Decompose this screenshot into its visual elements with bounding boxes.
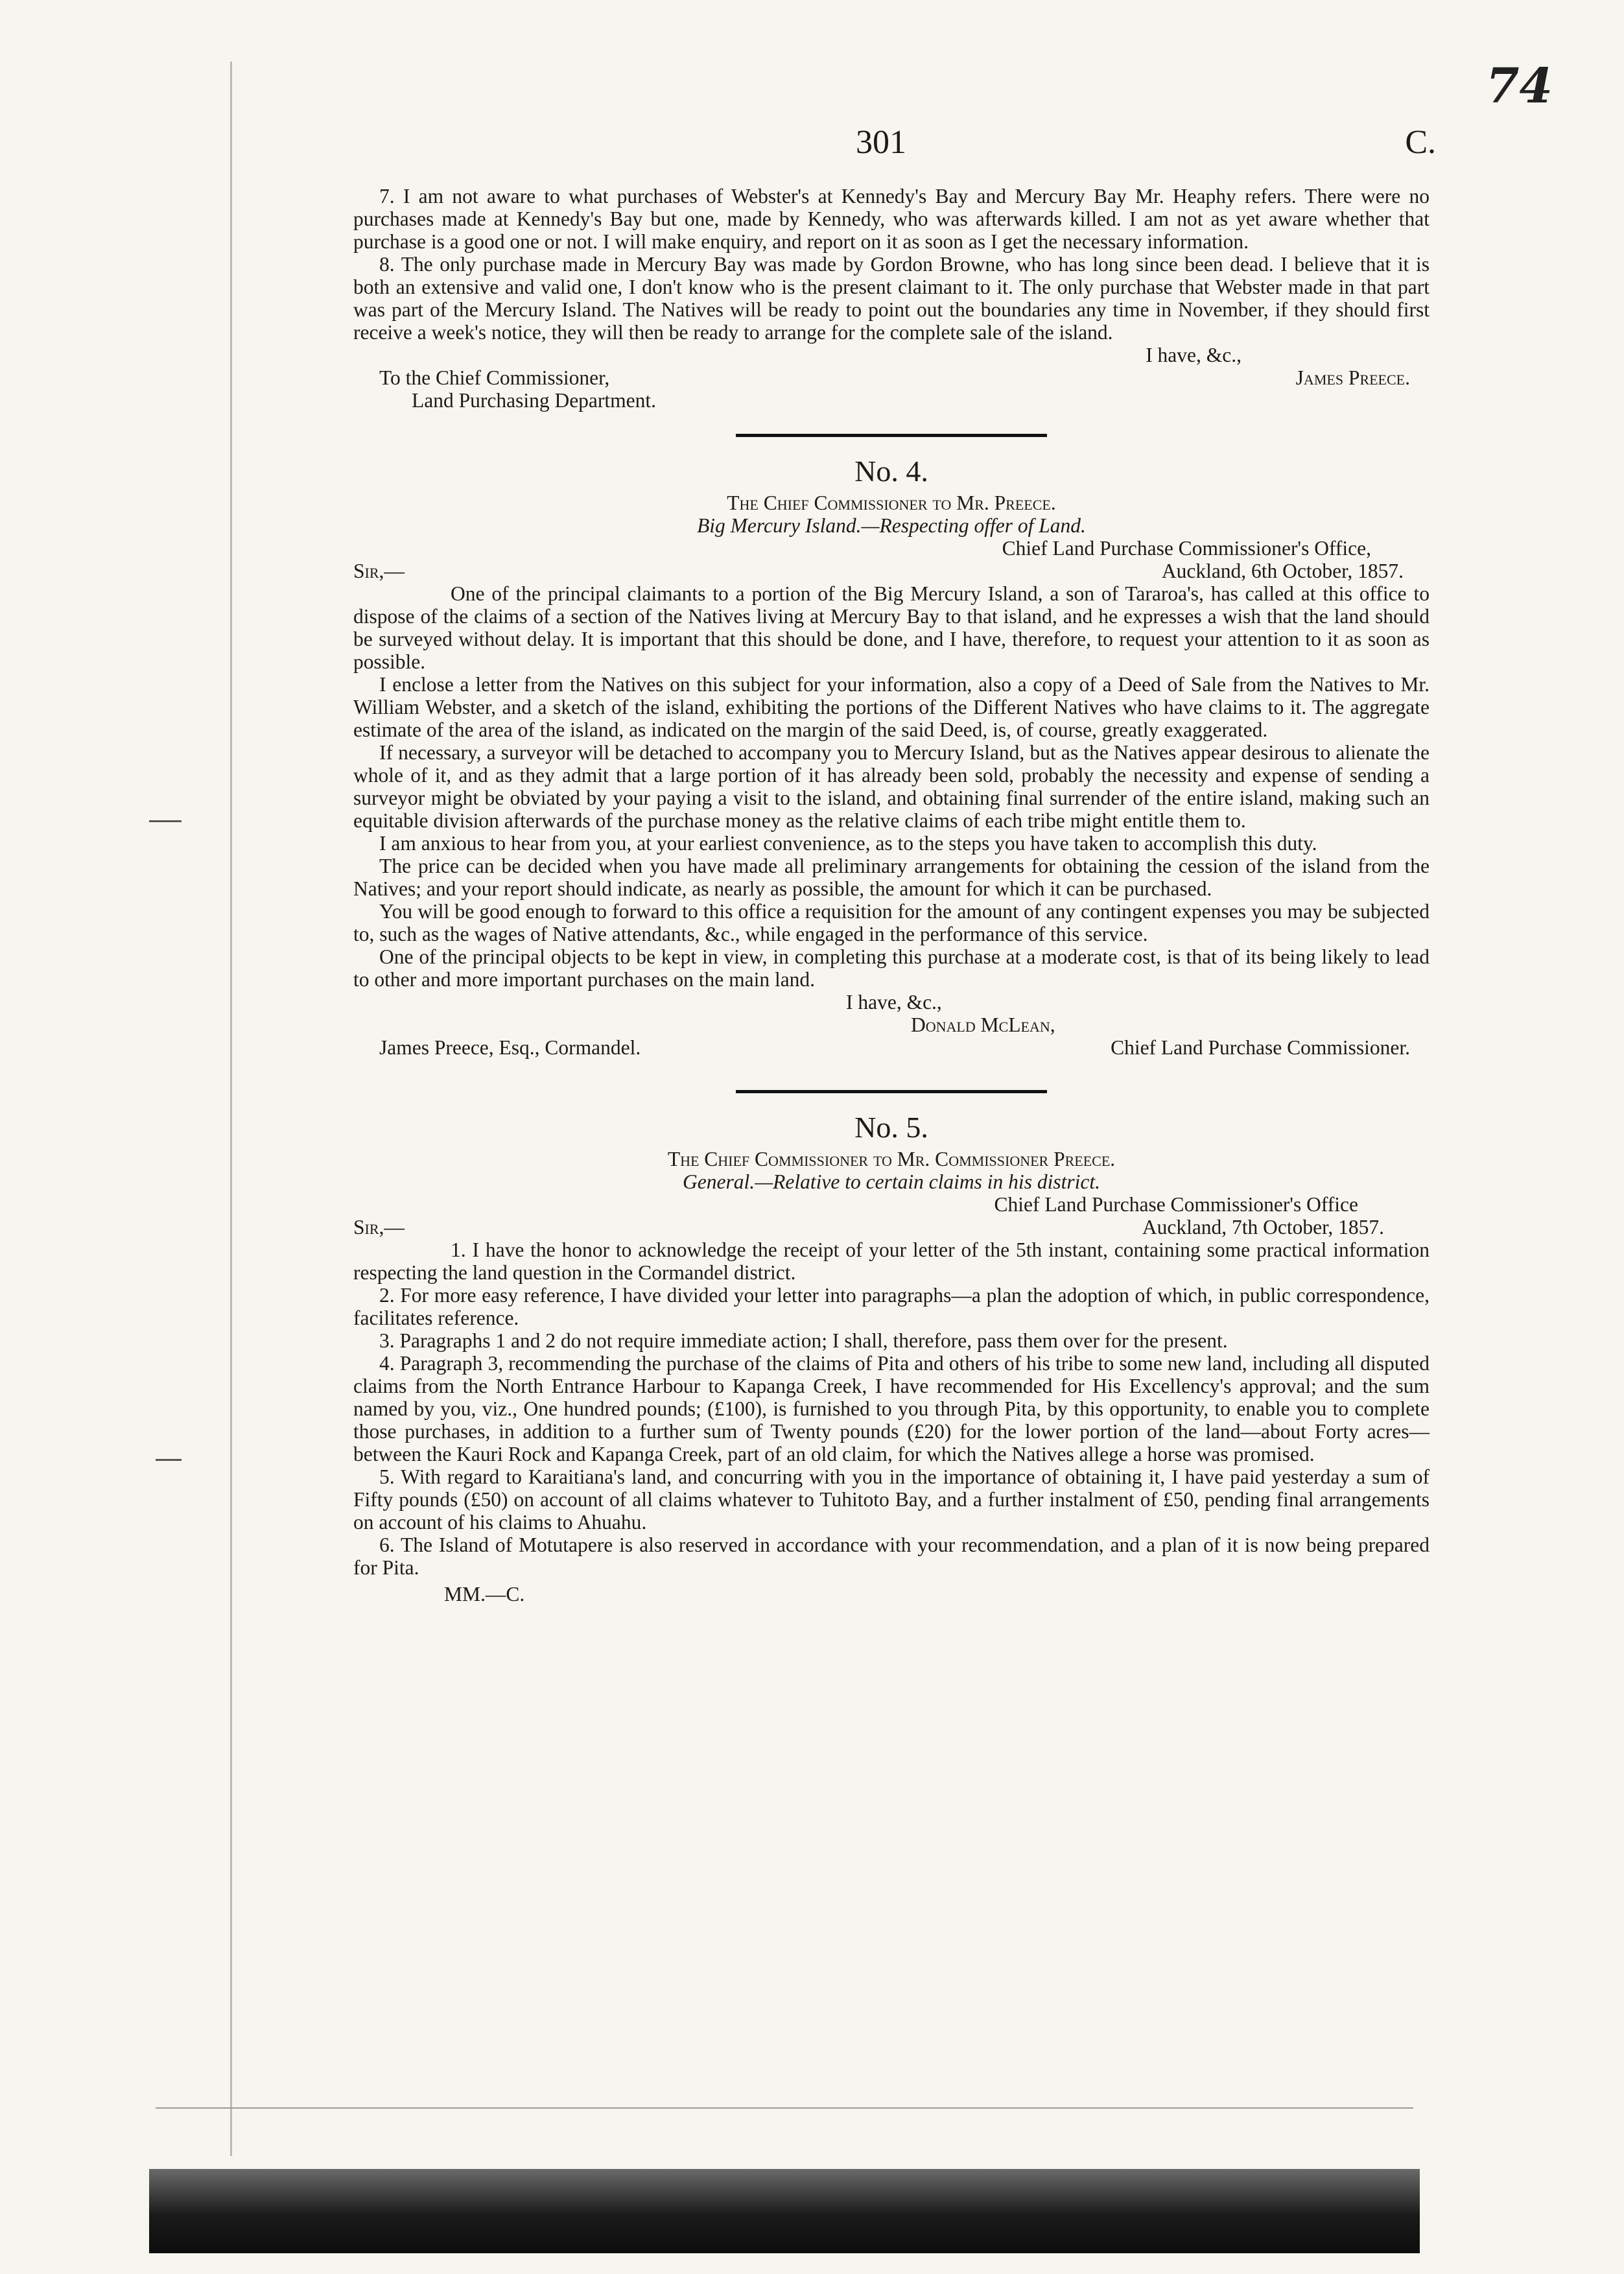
margin-tick: [149, 820, 182, 822]
salutation-row: [353, 560, 1430, 582]
address-signature-row: [353, 366, 1430, 389]
document-body: [353, 185, 1430, 1605]
closing: I have, &c.,: [1146, 344, 1242, 366]
running-header: [0, 123, 1624, 175]
address-title-row: [353, 1036, 1430, 1059]
paragraph: I enclose a letter from the Natives on this subject for your information, also a copy of a Deed of Sale from the Natives to Mr. William Webster, and a sketch of the island, exhibiting the portions of the Different Natives who have claims to it. The aggregate estimate of the area of the island, as indicated on the margin of the said Deed, is, of course, greatly exaggerated.: [353, 673, 1430, 741]
paragraph: 5. With regard to Karaitiana's land, and concurring with you in the importance of obtaining it, I have paid yesterday a sum of Fifty pounds (£50) on account of all claims whatever to Tuhitoto Bay, and a further instalment of £50, pending final arrangements on account of his claims to Ahuahu.: [353, 1465, 1430, 1534]
paragraph: 4. Paragraph 3, recommending the purchase of the claims of Pita and others of his tribe to some new land, including all disputed claims from the North Entrance Harbour to Kapanga Creek, I have recommended for His Excellency's approval; and the sum named by you, viz., One hundred pounds; (£100), is furnished to you through Pita, by this opportunity, to enable you to complete those purchases, in addition to a further sum of Twenty pounds (£20) for the lower portion of the land—about Forty acres—between the Kauri Rock and Kapanga Creek, part of an old claim, for which the Natives allege a horse was promised.: [353, 1352, 1430, 1465]
page-number: 301: [856, 124, 906, 161]
paragraph: You will be good enough to forward to this office a requisition for the amount of any contingent expenses you may be subjected to, such as the wages of Native attendants, &c., while engaged in the performance of this service.: [353, 900, 1430, 945]
office-line: Chief Land Purchase Commissioner's Office,: [1002, 537, 1371, 560]
letter-subtitle: Big Mercury Island.—Respecting offer of Land.: [697, 514, 1086, 537]
scan-shadow-band: [149, 2169, 1420, 2253]
paragraph: 2. For more easy reference, I have divided your letter into paragraphs—a plan the adoption of which, in public correspondence, facilitates reference.: [353, 1284, 1430, 1329]
addressee: To the Chief Commissioner,: [379, 366, 610, 389]
closing: I have, &c.,: [846, 991, 942, 1013]
salutation: Sir,—: [353, 560, 405, 582]
letter-number: No. 5.: [854, 1111, 928, 1144]
dateline: Auckland, 6th October, 1857.: [1161, 560, 1404, 582]
margin-tick: [156, 1459, 182, 1461]
office-line: Chief Land Purchase Commissioner's Office: [994, 1193, 1358, 1216]
salutation-row: [353, 1216, 1430, 1238]
paragraph: One of the principal claimants to a portion of the Big Mercury Island, a son of Tararoa's, has called at this office to dispose of the claims of a section of the Natives living at Mercury Bay to that island, and he expresses a wish that the land should be surveyed without delay. It is important that this should be done, and I have, therefore, to request your attention to it as soon as possible.: [353, 582, 1430, 673]
scan-edge-line: [156, 2107, 1413, 2109]
paragraph: One of the principal objects to be kept in view, in completing this purchase at a moderate cost, is that of its being likely to lead to other and more important purchases on the main land.: [353, 945, 1430, 991]
handwritten-page-number: 74: [1486, 58, 1553, 114]
letter-title: The Chief Commissioner to Mr. Commissioner Preece.: [667, 1148, 1116, 1170]
binding-line: [230, 62, 232, 2156]
paragraph: I am anxious to hear from you, at your earliest convenience, as to the steps you have taken to accomplish this duty.: [379, 832, 1317, 855]
paragraph: The price can be decided when you have made all preliminary arrangements for obtaining the cession of the island from the Natives; and your report should indicate, as nearly as possible, the amount for which it can be purchased.: [353, 855, 1430, 900]
signature: Donald McLean,: [911, 1013, 1055, 1036]
letter-subtitle: General.—Relative to certain claims in his district.: [683, 1170, 1100, 1193]
section-divider: [736, 434, 1047, 437]
footer-mark: MM.—C.: [444, 1583, 525, 1605]
addressee: James Preece, Esq., Cormandel.: [379, 1036, 641, 1059]
paragraph: If necessary, a surveyor will be detached to accompany you to Mercury Island, but as the Natives appear desirous to alienate the whole of it, and as they admit that a large portion of it has already been sold, probably the necessity and expense of sending a surveyor might be obviated by your paying a visit to the island, and obtaining final surrender of the entire island, making such an equitable division afterwards of the purchase money as the relative claims of each tribe might entitle them to.: [353, 741, 1430, 832]
paragraph: 6. The Island of Motutapere is also reserved in accordance with your recommendation, and a plan of it is now being prepared for Pita.: [353, 1534, 1430, 1579]
page-code: C.: [1405, 124, 1436, 161]
signatory-title: Chief Land Purchase Commissioner.: [1111, 1036, 1410, 1059]
letter-title: The Chief Commissioner to Mr. Preece.: [727, 492, 1056, 514]
section-divider: [736, 1090, 1047, 1093]
paragraph-8: 8. The only purchase made in Mercury Bay was made by Gordon Browne, who has long since been dead. I believe that it is both an extensive and valid one, I don't know who is the present claimant to it. The only purchase that Webster made in that part was part of the Mercury Island. The Natives will be ready to point out the boundaries any time in November, if they should first receive a week's notice, they will then be ready to arrange for the complete sale of the island.: [353, 253, 1430, 344]
signature: James Preece.: [1295, 366, 1410, 389]
paragraph: 3. Paragraphs 1 and 2 do not require immediate action; I shall, therefore, pass them over for the present.: [379, 1329, 1228, 1352]
salutation: Sir,—: [353, 1216, 405, 1238]
letter-number: No. 4.: [854, 455, 928, 488]
addressee-department: Land Purchasing Department.: [412, 389, 657, 412]
paragraph: 1. I have the honor to acknowledge the receipt of your letter of the 5th instant, containing some practical information respecting the land question in the Cormandel district.: [353, 1238, 1430, 1284]
paragraph-7: 7. I am not aware to what purchases of Webster's at Kennedy's Bay and Mercury Bay Mr. Heaphy refers. There were no purchases made at Kennedy's Bay but one, made by Kennedy, who was afterwards killed. I am not as yet aware whether that purchase is a good one or not. I will make enquiry, and report on it as soon as I get the necessary information.: [353, 185, 1430, 253]
dateline: Auckland, 7th October, 1857.: [1142, 1216, 1384, 1238]
